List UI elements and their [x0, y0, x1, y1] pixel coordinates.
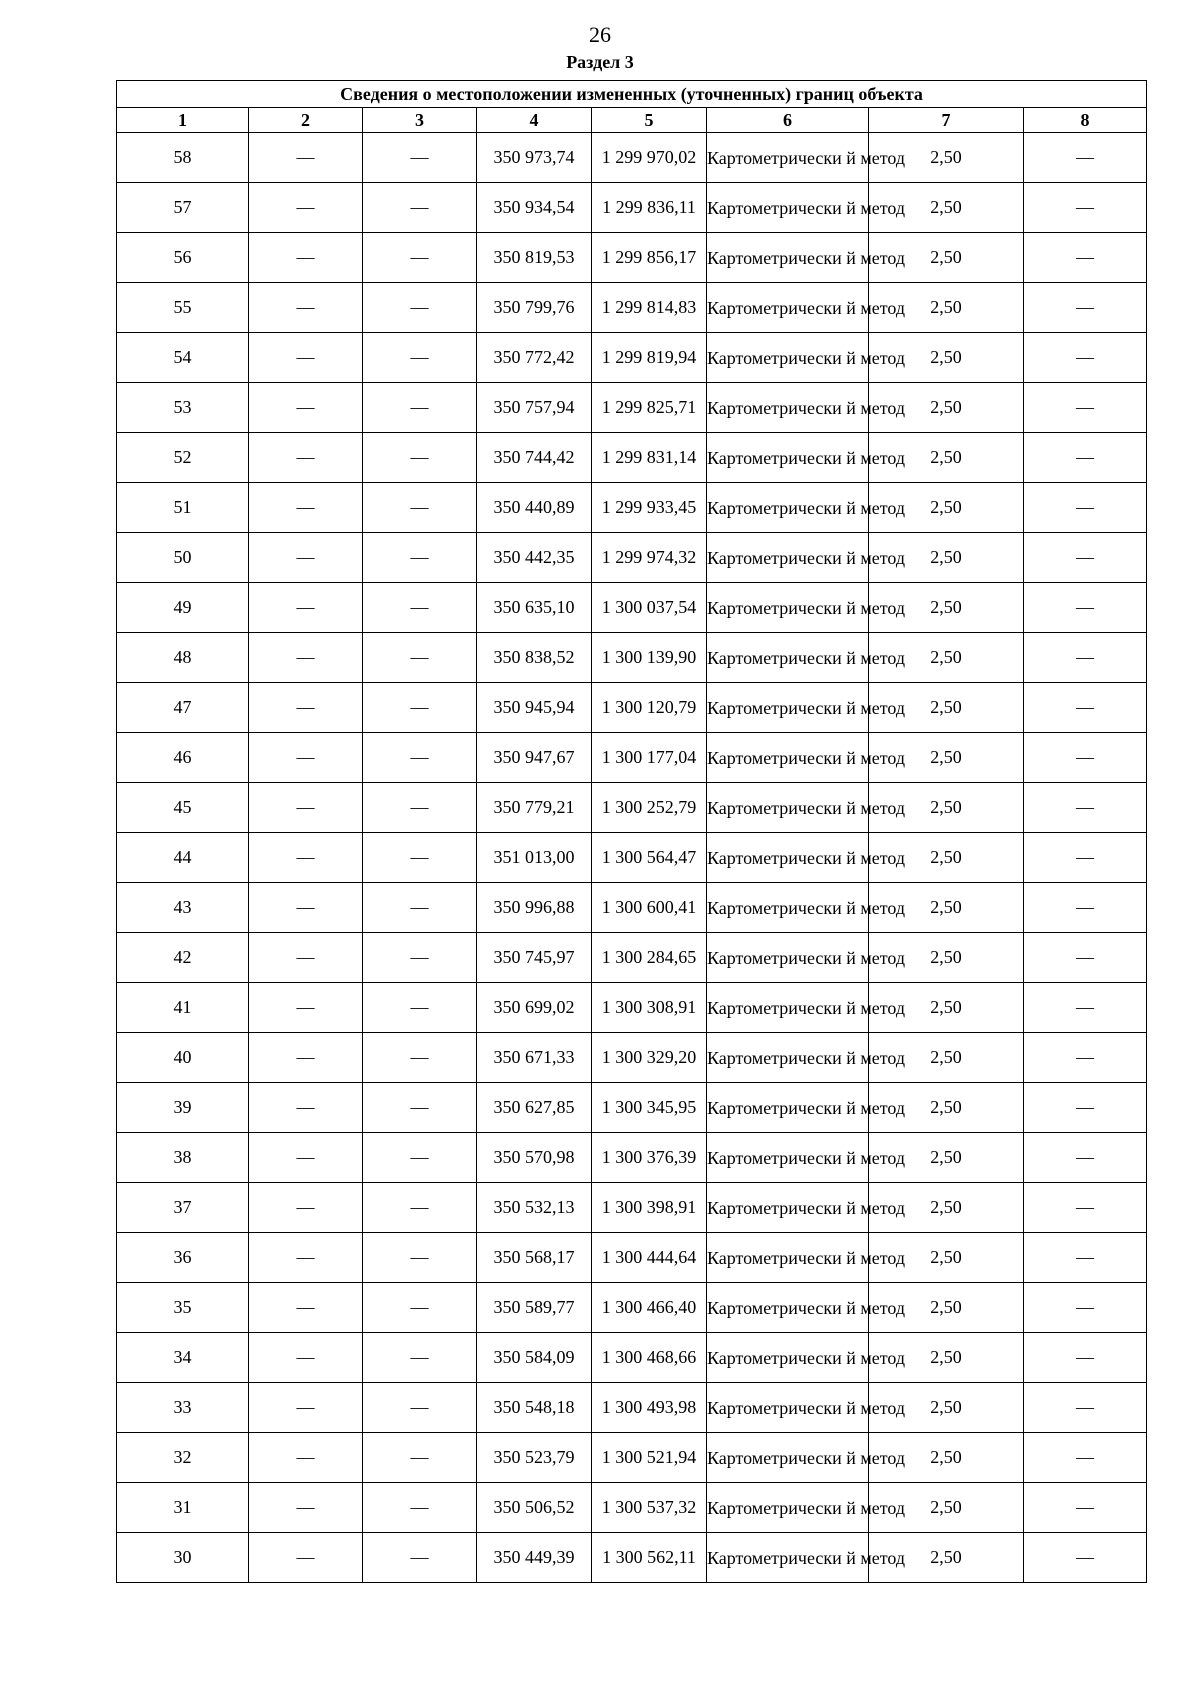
y-coordinate-cell: 1 300 468,66	[592, 1333, 707, 1383]
column-3-cell: —	[363, 233, 477, 283]
accuracy-cell: 2,50	[869, 233, 1024, 283]
point-number-cell: 30	[117, 1533, 249, 1583]
column-3-cell: —	[363, 533, 477, 583]
x-coordinate-cell: 350 532,13	[477, 1183, 592, 1233]
accuracy-cell: 2,50	[869, 583, 1024, 633]
point-number-cell: 50	[117, 533, 249, 583]
x-coordinate-cell: 350 819,53	[477, 233, 592, 283]
column-2-cell: —	[249, 1533, 363, 1583]
table-row	[117, 1483, 1147, 1533]
y-coordinate-cell: 1 300 562,11	[592, 1533, 707, 1583]
method-cell: Картометрически й метод	[707, 1233, 869, 1283]
column-2-cell: —	[249, 633, 363, 683]
column-2-cell: —	[249, 283, 363, 333]
method-cell: Картометрически й метод	[707, 433, 869, 483]
table-row	[117, 1383, 1147, 1433]
table-row	[117, 233, 1147, 283]
column-2-cell: —	[249, 733, 363, 783]
column-2-cell: —	[249, 1033, 363, 1083]
point-number-cell: 31	[117, 1483, 249, 1533]
x-coordinate-cell: 350 699,02	[477, 983, 592, 1033]
y-coordinate-cell: 1 300 564,47	[592, 833, 707, 883]
column-number-7: 7	[869, 108, 1024, 133]
point-number-cell: 35	[117, 1283, 249, 1333]
x-coordinate-cell: 350 744,42	[477, 433, 592, 483]
table-row	[117, 183, 1147, 233]
y-coordinate-cell: 1 300 466,40	[592, 1283, 707, 1333]
table-row	[117, 883, 1147, 933]
column-8-cell: —	[1024, 1033, 1147, 1083]
column-3-cell: —	[363, 1333, 477, 1383]
point-number-cell: 43	[117, 883, 249, 933]
method-cell: Картометрически й метод	[707, 833, 869, 883]
x-coordinate-cell: 350 627,85	[477, 1083, 592, 1133]
column-8-cell: —	[1024, 1283, 1147, 1333]
column-3-cell: —	[363, 883, 477, 933]
column-8-cell: —	[1024, 1433, 1147, 1483]
accuracy-cell: 2,50	[869, 1283, 1024, 1333]
y-coordinate-cell: 1 300 037,54	[592, 583, 707, 633]
y-coordinate-cell: 1 300 521,94	[592, 1433, 707, 1483]
table-row	[117, 483, 1147, 533]
column-2-cell: —	[249, 483, 363, 533]
y-coordinate-cell: 1 300 139,90	[592, 633, 707, 683]
y-coordinate-cell: 1 300 398,91	[592, 1183, 707, 1233]
y-coordinate-cell: 1 299 814,83	[592, 283, 707, 333]
accuracy-cell: 2,50	[869, 683, 1024, 733]
column-8-cell: —	[1024, 983, 1147, 1033]
column-8-cell: —	[1024, 933, 1147, 983]
column-2-cell: —	[249, 783, 363, 833]
point-number-cell: 44	[117, 833, 249, 883]
y-coordinate-cell: 1 299 836,11	[592, 183, 707, 233]
column-8-cell: —	[1024, 233, 1147, 283]
table-row	[117, 1283, 1147, 1333]
column-8-cell: —	[1024, 583, 1147, 633]
column-8-cell: —	[1024, 1133, 1147, 1183]
column-2-cell: —	[249, 1383, 363, 1433]
table-row	[117, 783, 1147, 833]
column-8-cell: —	[1024, 533, 1147, 583]
table-row	[117, 1133, 1147, 1183]
method-cell: Картометрически й метод	[707, 233, 869, 283]
accuracy-cell: 2,50	[869, 833, 1024, 883]
x-coordinate-cell: 350 449,39	[477, 1533, 592, 1583]
method-cell: Картометрически й метод	[707, 983, 869, 1033]
column-2-cell: —	[249, 333, 363, 383]
x-coordinate-cell: 351 013,00	[477, 833, 592, 883]
method-cell: Картометрически й метод	[707, 1433, 869, 1483]
column-2-cell: —	[249, 1283, 363, 1333]
column-3-cell: —	[363, 583, 477, 633]
column-3-cell: —	[363, 383, 477, 433]
x-coordinate-cell: 350 934,54	[477, 183, 592, 233]
column-8-cell: —	[1024, 1083, 1147, 1133]
accuracy-cell: 2,50	[869, 333, 1024, 383]
y-coordinate-cell: 1 300 537,32	[592, 1483, 707, 1533]
x-coordinate-cell: 350 671,33	[477, 1033, 592, 1083]
method-cell: Картометрически й метод	[707, 533, 869, 583]
accuracy-cell: 2,50	[869, 883, 1024, 933]
method-cell: Картометрически й метод	[707, 383, 869, 433]
method-cell: Картометрически й метод	[707, 883, 869, 933]
table-row	[117, 1033, 1147, 1083]
column-8-cell: —	[1024, 483, 1147, 533]
x-coordinate-cell: 350 635,10	[477, 583, 592, 633]
table-row	[117, 733, 1147, 783]
point-number-cell: 38	[117, 1133, 249, 1183]
y-coordinate-cell: 1 300 308,91	[592, 983, 707, 1033]
column-3-cell: —	[363, 983, 477, 1033]
column-number-2: 2	[249, 108, 363, 133]
x-coordinate-cell: 350 442,35	[477, 533, 592, 583]
column-number-6: 6	[707, 108, 869, 133]
column-3-cell: —	[363, 1033, 477, 1083]
method-cell: Картометрически й метод	[707, 483, 869, 533]
accuracy-cell: 2,50	[869, 533, 1024, 583]
column-number-4: 4	[477, 108, 592, 133]
method-cell: Картометрически й метод	[707, 1333, 869, 1383]
table-row	[117, 683, 1147, 733]
y-coordinate-cell: 1 300 345,95	[592, 1083, 707, 1133]
column-8-cell: —	[1024, 433, 1147, 483]
x-coordinate-cell: 350 548,18	[477, 1383, 592, 1433]
point-number-cell: 41	[117, 983, 249, 1033]
table-row	[117, 983, 1147, 1033]
accuracy-cell: 2,50	[869, 1183, 1024, 1233]
table-row	[117, 833, 1147, 883]
column-2-cell: —	[249, 183, 363, 233]
point-number-cell: 36	[117, 1233, 249, 1283]
accuracy-cell: 2,50	[869, 783, 1024, 833]
table-row	[117, 1433, 1147, 1483]
x-coordinate-cell: 350 757,94	[477, 383, 592, 433]
x-coordinate-cell: 350 996,88	[477, 883, 592, 933]
method-cell: Картометрически й метод	[707, 733, 869, 783]
column-3-cell: —	[363, 183, 477, 233]
y-coordinate-cell: 1 300 329,20	[592, 1033, 707, 1083]
table-row	[117, 383, 1147, 433]
column-3-cell: —	[363, 933, 477, 983]
column-3-cell: —	[363, 1533, 477, 1583]
accuracy-cell: 2,50	[869, 183, 1024, 233]
accuracy-cell: 2,50	[869, 1333, 1024, 1383]
table-row	[117, 1083, 1147, 1133]
column-3-cell: —	[363, 1283, 477, 1333]
method-cell: Картометрически й метод	[707, 1483, 869, 1533]
accuracy-cell: 2,50	[869, 1133, 1024, 1183]
column-3-cell: —	[363, 1383, 477, 1433]
method-cell: Картометрически й метод	[707, 1183, 869, 1233]
accuracy-cell: 2,50	[869, 983, 1024, 1033]
accuracy-cell: 2,50	[869, 383, 1024, 433]
column-number-row	[117, 108, 1147, 133]
method-cell: Картометрически й метод	[707, 1033, 869, 1083]
column-2-cell: —	[249, 1133, 363, 1183]
point-number-cell: 49	[117, 583, 249, 633]
column-2-cell: —	[249, 833, 363, 883]
column-number-8: 8	[1024, 108, 1147, 133]
point-number-cell: 52	[117, 433, 249, 483]
accuracy-cell: 2,50	[869, 433, 1024, 483]
accuracy-cell: 2,50	[869, 283, 1024, 333]
x-coordinate-cell: 350 947,67	[477, 733, 592, 783]
method-cell: Картометрически й метод	[707, 783, 869, 833]
x-coordinate-cell: 350 506,52	[477, 1483, 592, 1533]
column-2-cell: —	[249, 1433, 363, 1483]
column-3-cell: —	[363, 833, 477, 883]
method-cell: Картометрически й метод	[707, 333, 869, 383]
column-3-cell: —	[363, 283, 477, 333]
column-3-cell: —	[363, 1083, 477, 1133]
table-row	[117, 433, 1147, 483]
point-number-cell: 32	[117, 1433, 249, 1483]
column-8-cell: —	[1024, 1483, 1147, 1533]
method-cell: Картометрически й метод	[707, 183, 869, 233]
y-coordinate-cell: 1 299 856,17	[592, 233, 707, 283]
column-2-cell: —	[249, 533, 363, 583]
point-number-cell: 55	[117, 283, 249, 333]
point-number-cell: 37	[117, 1183, 249, 1233]
column-8-cell: —	[1024, 1183, 1147, 1233]
column-8-cell: —	[1024, 733, 1147, 783]
column-2-cell: —	[249, 1183, 363, 1233]
method-cell: Картометрически й метод	[707, 1283, 869, 1333]
column-2-cell: —	[249, 133, 363, 183]
x-coordinate-cell: 350 838,52	[477, 633, 592, 683]
column-8-cell: —	[1024, 1233, 1147, 1283]
table-row	[117, 933, 1147, 983]
x-coordinate-cell: 350 584,09	[477, 1333, 592, 1383]
column-2-cell: —	[249, 883, 363, 933]
column-2-cell: —	[249, 1333, 363, 1383]
point-number-cell: 56	[117, 233, 249, 283]
method-cell: Картометрически й метод	[707, 133, 869, 183]
column-3-cell: —	[363, 1233, 477, 1283]
accuracy-cell: 2,50	[869, 1483, 1024, 1533]
table-row	[117, 283, 1147, 333]
accuracy-cell: 2,50	[869, 1033, 1024, 1083]
point-number-cell: 45	[117, 783, 249, 833]
x-coordinate-cell: 350 973,74	[477, 133, 592, 183]
method-cell: Картометрически й метод	[707, 1533, 869, 1583]
method-cell: Картометрически й метод	[707, 1383, 869, 1433]
column-3-cell: —	[363, 433, 477, 483]
point-number-cell: 46	[117, 733, 249, 783]
method-cell: Картометрически й метод	[707, 933, 869, 983]
table-row	[117, 133, 1147, 183]
y-coordinate-cell: 1 300 493,98	[592, 1383, 707, 1433]
table-row	[117, 1233, 1147, 1283]
point-number-cell: 34	[117, 1333, 249, 1383]
x-coordinate-cell: 350 799,76	[477, 283, 592, 333]
x-coordinate-cell: 350 589,77	[477, 1283, 592, 1333]
x-coordinate-cell: 350 570,98	[477, 1133, 592, 1183]
x-coordinate-cell: 350 440,89	[477, 483, 592, 533]
column-8-cell: —	[1024, 1383, 1147, 1433]
point-number-cell: 40	[117, 1033, 249, 1083]
point-number-cell: 39	[117, 1083, 249, 1133]
column-2-cell: —	[249, 683, 363, 733]
column-2-cell: —	[249, 983, 363, 1033]
column-8-cell: —	[1024, 1533, 1147, 1583]
column-8-cell: —	[1024, 783, 1147, 833]
point-number-cell: 51	[117, 483, 249, 533]
y-coordinate-cell: 1 299 974,32	[592, 533, 707, 583]
table-row	[117, 633, 1147, 683]
column-3-cell: —	[363, 483, 477, 533]
accuracy-cell: 2,50	[869, 1083, 1024, 1133]
column-8-cell: —	[1024, 383, 1147, 433]
column-8-cell: —	[1024, 133, 1147, 183]
column-2-cell: —	[249, 1233, 363, 1283]
y-coordinate-cell: 1 300 120,79	[592, 683, 707, 733]
table-row	[117, 333, 1147, 383]
column-2-cell: —	[249, 233, 363, 283]
column-8-cell: —	[1024, 1333, 1147, 1383]
accuracy-cell: 2,50	[869, 933, 1024, 983]
column-2-cell: —	[249, 1483, 363, 1533]
y-coordinate-cell: 1 300 376,39	[592, 1133, 707, 1183]
x-coordinate-cell: 350 779,21	[477, 783, 592, 833]
column-3-cell: —	[363, 1183, 477, 1233]
x-coordinate-cell: 350 945,94	[477, 683, 592, 733]
accuracy-cell: 2,50	[869, 1433, 1024, 1483]
column-3-cell: —	[363, 683, 477, 733]
method-cell: Картометрически й метод	[707, 1083, 869, 1133]
column-number-1: 1	[117, 108, 249, 133]
y-coordinate-cell: 1 299 933,45	[592, 483, 707, 533]
column-3-cell: —	[363, 333, 477, 383]
column-8-cell: —	[1024, 883, 1147, 933]
point-number-cell: 33	[117, 1383, 249, 1433]
column-2-cell: —	[249, 433, 363, 483]
method-cell: Картометрически й метод	[707, 283, 869, 333]
point-number-cell: 53	[117, 383, 249, 433]
point-number-cell: 42	[117, 933, 249, 983]
table-row	[117, 1533, 1147, 1583]
column-8-cell: —	[1024, 183, 1147, 233]
column-number-5: 5	[592, 108, 707, 133]
accuracy-cell: 2,50	[869, 1383, 1024, 1433]
column-2-cell: —	[249, 383, 363, 433]
point-number-cell: 54	[117, 333, 249, 383]
y-coordinate-cell: 1 300 600,41	[592, 883, 707, 933]
table-row	[117, 583, 1147, 633]
column-8-cell: —	[1024, 683, 1147, 733]
method-cell: Картометрически й метод	[707, 583, 869, 633]
column-8-cell: —	[1024, 633, 1147, 683]
y-coordinate-cell: 1 300 284,65	[592, 933, 707, 983]
table-row	[117, 533, 1147, 583]
method-cell: Картометрически й метод	[707, 1133, 869, 1183]
column-2-cell: —	[249, 583, 363, 633]
accuracy-cell: 2,50	[869, 483, 1024, 533]
column-3-cell: —	[363, 783, 477, 833]
accuracy-cell: 2,50	[869, 633, 1024, 683]
column-2-cell: —	[249, 933, 363, 983]
accuracy-cell: 2,50	[869, 1533, 1024, 1583]
point-number-cell: 58	[117, 133, 249, 183]
method-cell: Картометрически й метод	[707, 633, 869, 683]
column-3-cell: —	[363, 1483, 477, 1533]
x-coordinate-cell: 350 772,42	[477, 333, 592, 383]
point-number-cell: 57	[117, 183, 249, 233]
column-3-cell: —	[363, 733, 477, 783]
accuracy-cell: 2,50	[869, 133, 1024, 183]
column-8-cell: —	[1024, 283, 1147, 333]
page-number: 26	[589, 22, 611, 47]
point-number-cell: 47	[117, 683, 249, 733]
x-coordinate-cell: 350 568,17	[477, 1233, 592, 1283]
method-cell: Картометрически й метод	[707, 683, 869, 733]
y-coordinate-cell: 1 299 825,71	[592, 383, 707, 433]
table-row	[117, 1183, 1147, 1233]
section-title: Раздел 3	[566, 52, 634, 72]
column-3-cell: —	[363, 133, 477, 183]
accuracy-cell: 2,50	[869, 1233, 1024, 1283]
column-number-3: 3	[363, 108, 477, 133]
column-3-cell: —	[363, 1433, 477, 1483]
column-8-cell: —	[1024, 333, 1147, 383]
x-coordinate-cell: 350 745,97	[477, 933, 592, 983]
x-coordinate-cell: 350 523,79	[477, 1433, 592, 1483]
accuracy-cell: 2,50	[869, 733, 1024, 783]
column-3-cell: —	[363, 1133, 477, 1183]
y-coordinate-cell: 1 299 970,02	[592, 133, 707, 183]
column-2-cell: —	[249, 1083, 363, 1133]
column-3-cell: —	[363, 633, 477, 683]
table-caption: Сведения о местоположении измененных (уточненных) границ объекта	[117, 81, 1147, 108]
y-coordinate-cell: 1 300 444,64	[592, 1233, 707, 1283]
y-coordinate-cell: 1 299 819,94	[592, 333, 707, 383]
y-coordinate-cell: 1 300 177,04	[592, 733, 707, 783]
column-8-cell: —	[1024, 833, 1147, 883]
y-coordinate-cell: 1 300 252,79	[592, 783, 707, 833]
point-number-cell: 48	[117, 633, 249, 683]
table-row	[117, 1333, 1147, 1383]
y-coordinate-cell: 1 299 831,14	[592, 433, 707, 483]
coordinates-table	[116, 80, 1147, 1583]
table-body	[117, 133, 1147, 1583]
